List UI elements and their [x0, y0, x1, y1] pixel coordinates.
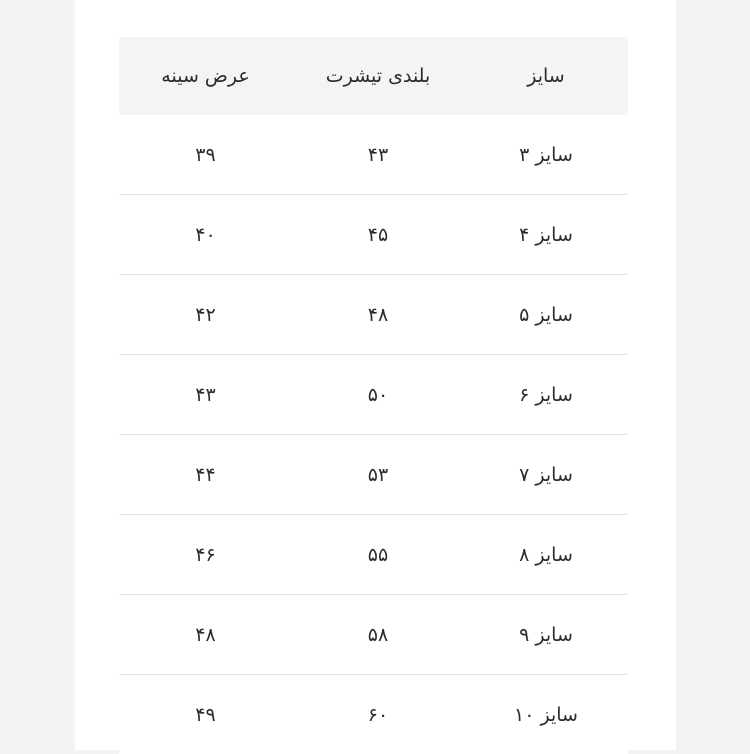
table-row — [119, 195, 628, 275]
cell-chest-width: ۴۸ — [195, 623, 216, 646]
cell-shirt-length: ۴۳ — [367, 143, 389, 166]
size-chart-table — [119, 37, 628, 754]
cell-shirt-length: ۶۰ — [367, 703, 389, 726]
cell-chest-width: ۴۲ — [195, 303, 216, 326]
cell-size: سایز ۵ — [519, 303, 573, 326]
cell-shirt-length: ۵۵ — [367, 543, 389, 566]
cell-chest-width: ۴۶ — [195, 543, 216, 566]
cell-size: سایز ۸ — [519, 543, 573, 566]
header-shirt-length: بلندی تیشرت — [325, 65, 431, 87]
content-card — [75, 0, 676, 750]
cell-size: سایز ۷ — [519, 463, 573, 486]
cell-chest-width: ۳۹ — [195, 143, 216, 166]
cell-size: سایز ۴ — [519, 223, 573, 246]
table-row — [119, 515, 628, 595]
table-row — [119, 595, 628, 675]
table-row — [119, 115, 628, 195]
table-row — [119, 435, 628, 515]
table-row — [119, 675, 628, 754]
table-row — [119, 275, 628, 355]
header-chest-width: عرض سینه — [161, 65, 250, 87]
cell-shirt-length: ۵۳ — [367, 463, 389, 486]
cell-shirt-length: ۴۵ — [367, 223, 389, 246]
cell-shirt-length: ۴۸ — [367, 303, 389, 326]
header-size: سایز — [527, 65, 565, 87]
cell-size: سایز ۱۰ — [514, 703, 578, 726]
table-row — [119, 355, 628, 435]
cell-chest-width: ۴۰ — [195, 223, 216, 246]
table-header-row — [119, 37, 628, 115]
cell-size: سایز ۳ — [519, 143, 573, 166]
cell-chest-width: ۴۳ — [195, 383, 216, 406]
cell-shirt-length: ۵۰ — [367, 383, 389, 406]
cell-size: سایز ۶ — [519, 383, 573, 406]
cell-size: سایز ۹ — [519, 623, 573, 646]
cell-chest-width: ۴۴ — [195, 463, 216, 486]
cell-shirt-length: ۵۸ — [367, 623, 389, 646]
cell-chest-width: ۴۹ — [195, 703, 216, 726]
